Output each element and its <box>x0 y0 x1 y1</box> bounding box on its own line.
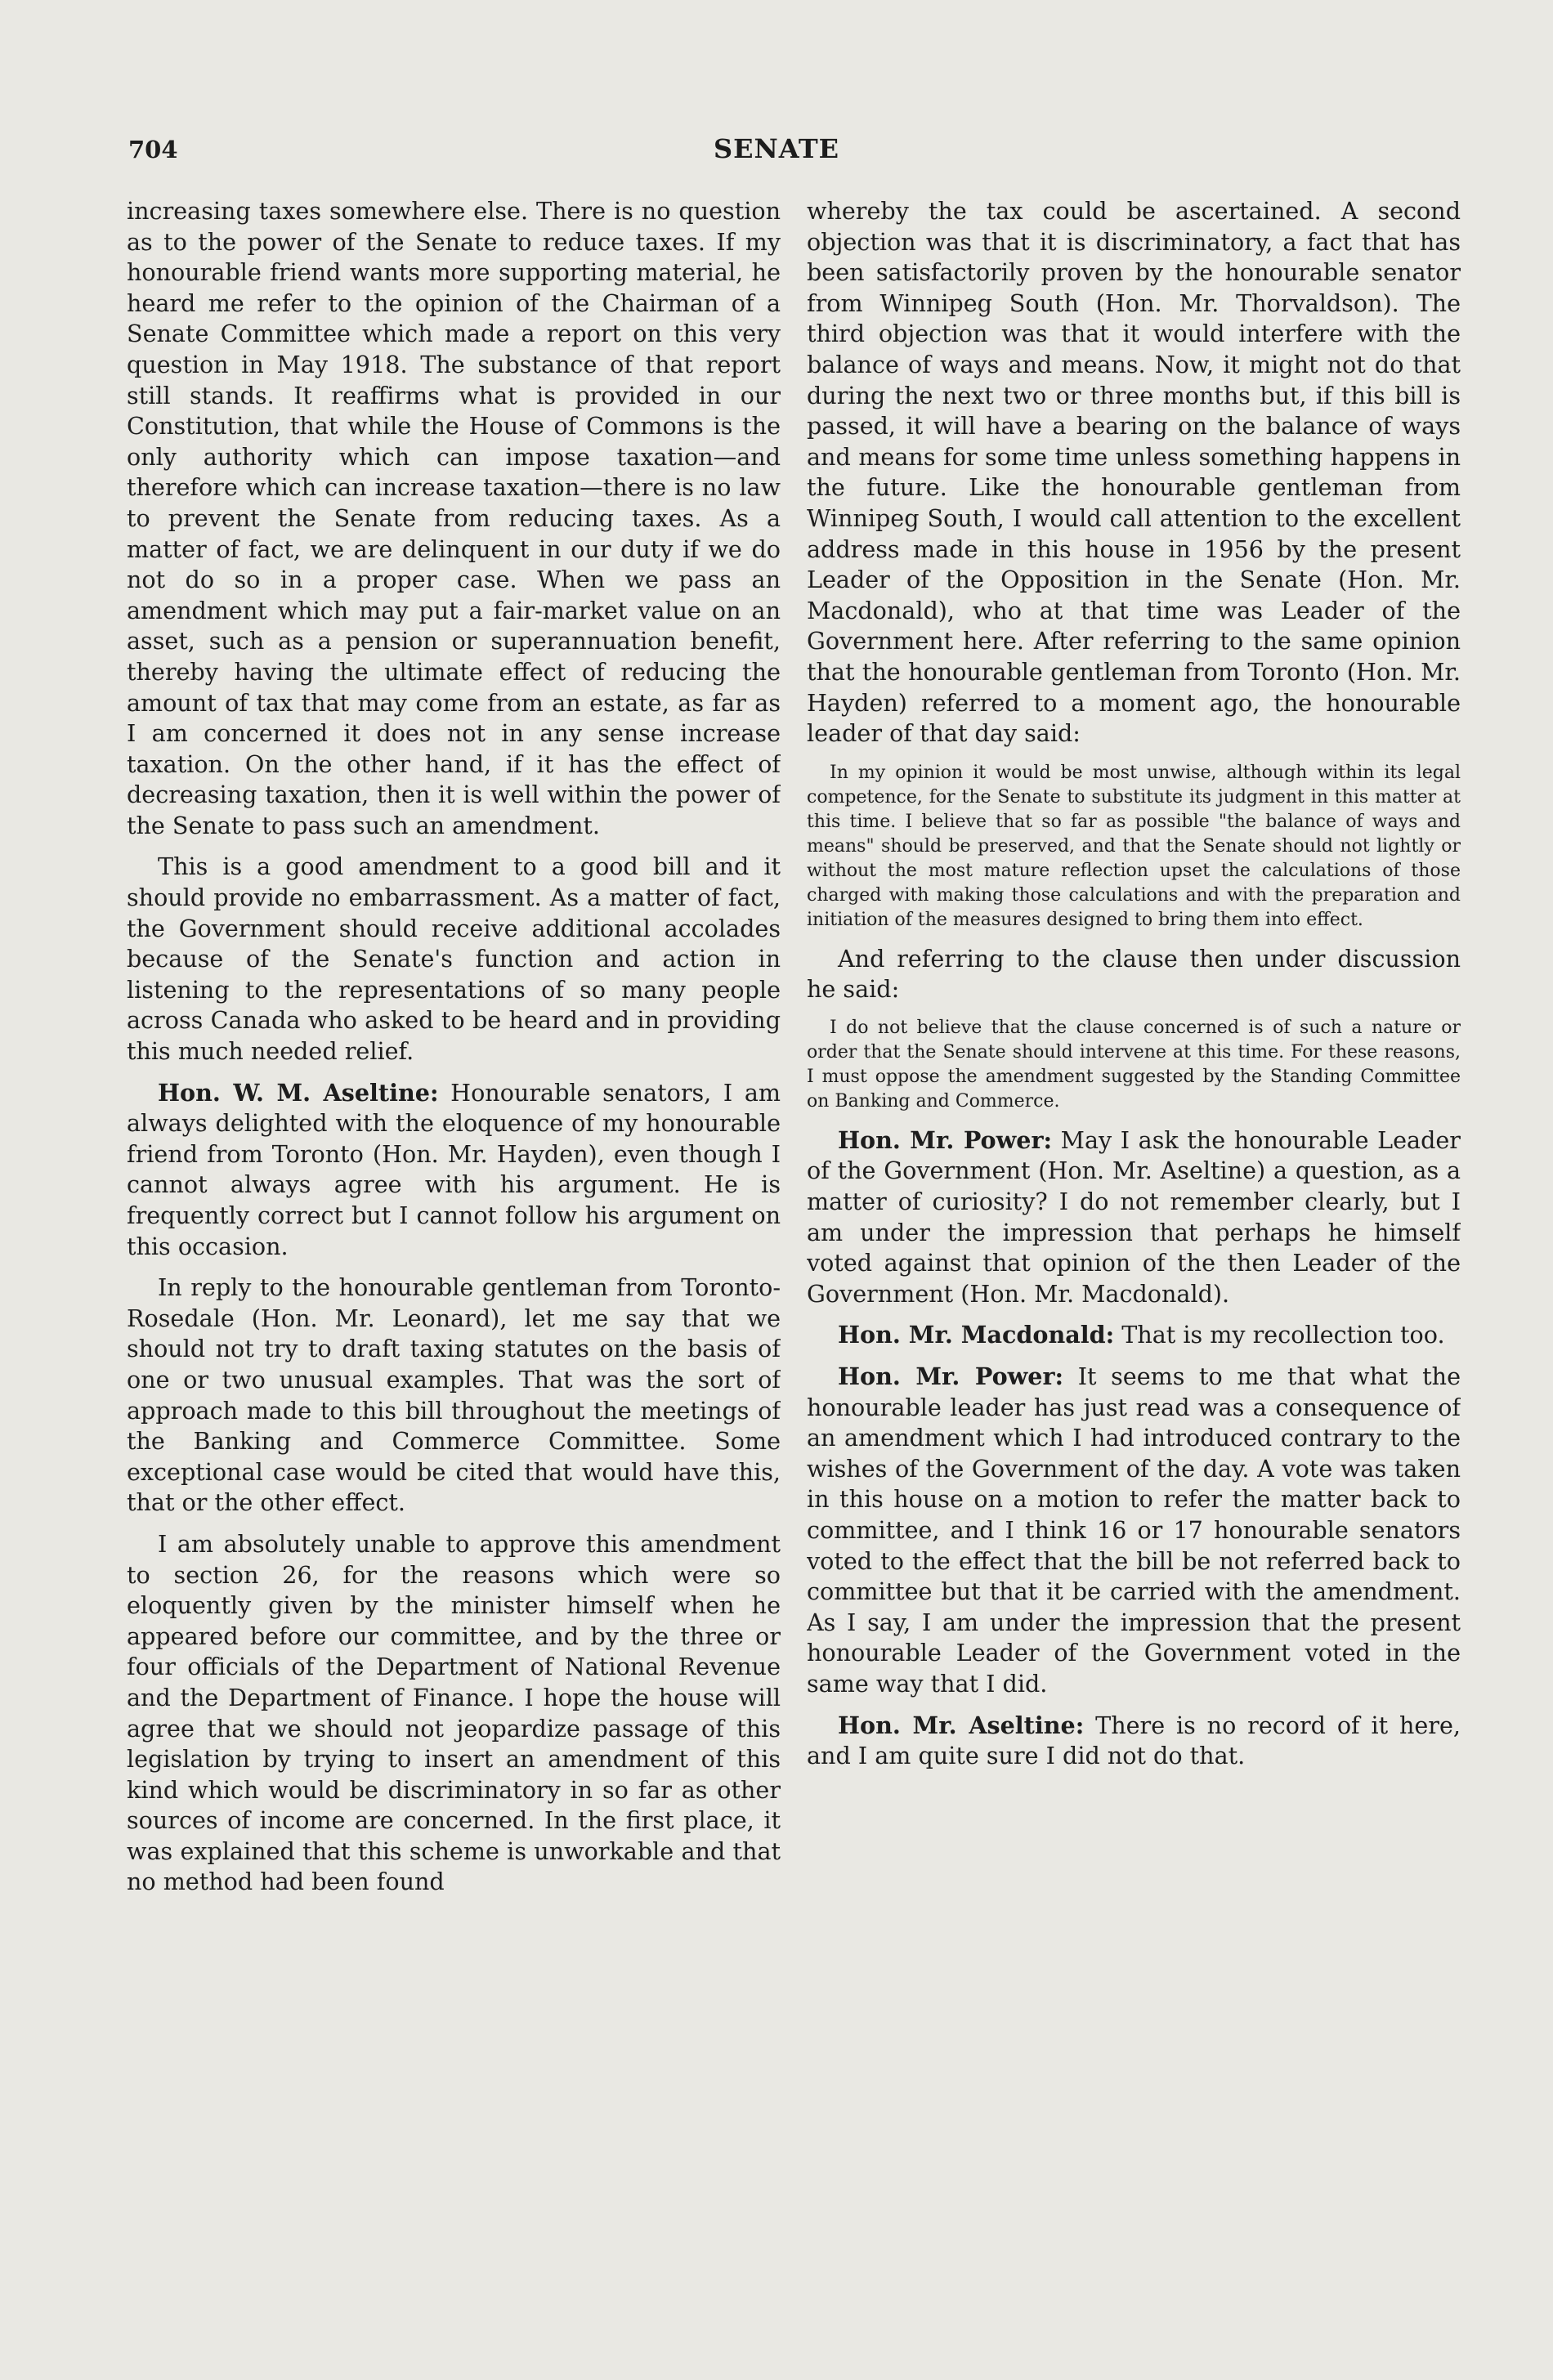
right-paragraph-4 <box>807 1320 1461 1351</box>
speech-text: May I ask the honourable Leader of the Government (Hon. Mr. Aseltine) a question, as a matter of curiosity? I do not remember clearly, but I am under the impression that perhaps he himself voted against that opinion of the then Leader of the Government (Hon. Mr. Macdonald). <box>807 1125 1461 1308</box>
speaker-name: Hon. Mr. Macdonald: <box>838 1321 1115 1349</box>
page-number: 704 <box>128 136 178 163</box>
right-column <box>807 196 1461 2190</box>
left-column <box>127 196 781 2190</box>
right-paragraph-2: And referring to the clause then under discussion he said: <box>807 944 1461 1004</box>
speech-text: It seems to me that what the honourable leader has just read was a consequence of an amendment which I had introduced contrary to the wishes of the Government of the day. A vote was taken in this house on a motion to refer the matter back to committee, and I think 16 or 17 honourable senators voted to the effect that the bill be not referred back to committee but that it be carried with the amendment. As I say, I am under the impression that the present honourable Leader of the Government voted in the same way that I did. <box>807 1362 1461 1698</box>
quotation-2: I do not believe that the clause concerned is of such a nature or order that the Senate should intervene at this time. For these reasons, I must oppose the amendment suggested by the Standing Committee on Banking and Commerce. <box>807 1017 1461 1112</box>
right-paragraph-5 <box>807 1362 1461 1700</box>
speaker-name: Hon. Mr. Power: <box>838 1125 1053 1154</box>
left-paragraph-1: increasing taxes somewhere else. There is no question as to the power of the Senate to reduce taxes. If my honourable friend wants more supporting material, he heard me refer to the opinion of the Chairman of a Senate Committee which made a report on this very question in May 1918. The substance of that report still stands. It reaffirms what is provided in our Constitution, that while the House of Commons is the only authority which can impose taxation—and therefore which can increase taxation—there is no law to prevent the Senate from reducing taxes. As a matter of fact, we are delinquent in our duty if we do not do so in a proper case. When we pass an amendment which may put a fair-market value on an asset, such as a pension or superannuation benefit, thereby having the ultimate effect of reducing the amount of tax that may come from an estate, as far as I am concerned it does not in any sense increase taxation. On the other hand, if it has the effect of decreasing taxation, then it is well within the power of the Senate to pass such an amendment. <box>127 197 781 839</box>
speaker-name: Hon. Mr. Aseltine: <box>838 1711 1085 1739</box>
speech-text: There is no record of it here, and I am quite sure I did not do that. <box>807 1711 1461 1770</box>
speaker-name: Hon. W. M. Aseltine: <box>158 1078 439 1107</box>
speech-text: That is my recollection too. <box>1114 1321 1445 1349</box>
page-title: SENATE <box>713 133 840 164</box>
left-paragraph-4: In reply to the honourable gentleman from Toronto-Rosedale (Hon. Mr. Leonard), let me say that we should not try to draft taxing statutes on the basis of one or two unusual examples. That was the sort of approach made to this bill throughout the meetings of the Banking and Commerce Committee. Some exceptional case would be cited that would have this, that or the other effect. <box>127 1273 781 1517</box>
speaker-name: Hon. Mr. Power: <box>838 1362 1064 1391</box>
left-paragraph-5: I am absolutely unable to approve this amendment to section 26, for the reasons which were so eloquently given by the minister himself when he appeared before our committee, and by the three or four officials of the Department of National Revenue and the Department of Finance. I hope the house will agree that we should not jeopardize passage of this legislation by trying to insert an amendment of this kind which would be discriminatory in so far as other sources of income are concerned. In the first place, it was explained that this scheme is unworkable and that no method had been found <box>127 1529 781 1896</box>
quotation-1: In my opinion it would be most unwise, although within its legal competence, for the Senate to substitute its judgment in this matter at this time. I believe that so far as possible "the balance of ways and means" should be preserved, and that the Senate should not lightly or without the most mature reflection upset the calculations of those charged with making those calculations and with the preparation and initiation of the measures designed to bring them into effect. <box>807 762 1461 930</box>
left-paragraph-3 <box>127 1078 781 1263</box>
right-paragraph-1: whereby the tax could be ascertained. A second objection was that it is discriminatory, a fact that has been satisfactorily proven by the honourable senator from Winnipeg South (Hon. Mr. Thorvaldson). The third objection was that it would interfere with the balance of ways and means. Now, it might not do that during the next two or three months but, if this bill is passed, it will have a bearing on the balance of ways and means for some time unless something happens in the future. Like the honourable gentleman from Winnipeg South, I would call attention to the excellent address made in this house in 1956 by the present Leader of the Opposition in the Senate (Hon. Mr. Macdonald), who at that time was Leader of the Government here. After referring to the same opinion that the honourable gentleman from Toronto (Hon. Mr. Hayden) referred to a moment ago, the honourable leader of that day said: <box>807 197 1461 748</box>
speech-text: Honourable senators, I am always delighted with the eloquence of my honourable friend from Toronto (Hon. Mr. Hayden), even though I cannot always agree with his argument. He is frequently correct but I cannot follow his argument on this occasion. <box>127 1078 781 1260</box>
right-paragraph-3 <box>807 1125 1461 1310</box>
left-paragraph-2: This is a good amendment to a good bill and it should provide no embarrassment. As a matter of fact, the Government should receive additional accolades because of the Senate's function and action in listening to the representations of so many people across Canada who asked to be heard and in providing this much needed relief. <box>127 852 781 1066</box>
right-paragraph-6 <box>807 1711 1461 1772</box>
